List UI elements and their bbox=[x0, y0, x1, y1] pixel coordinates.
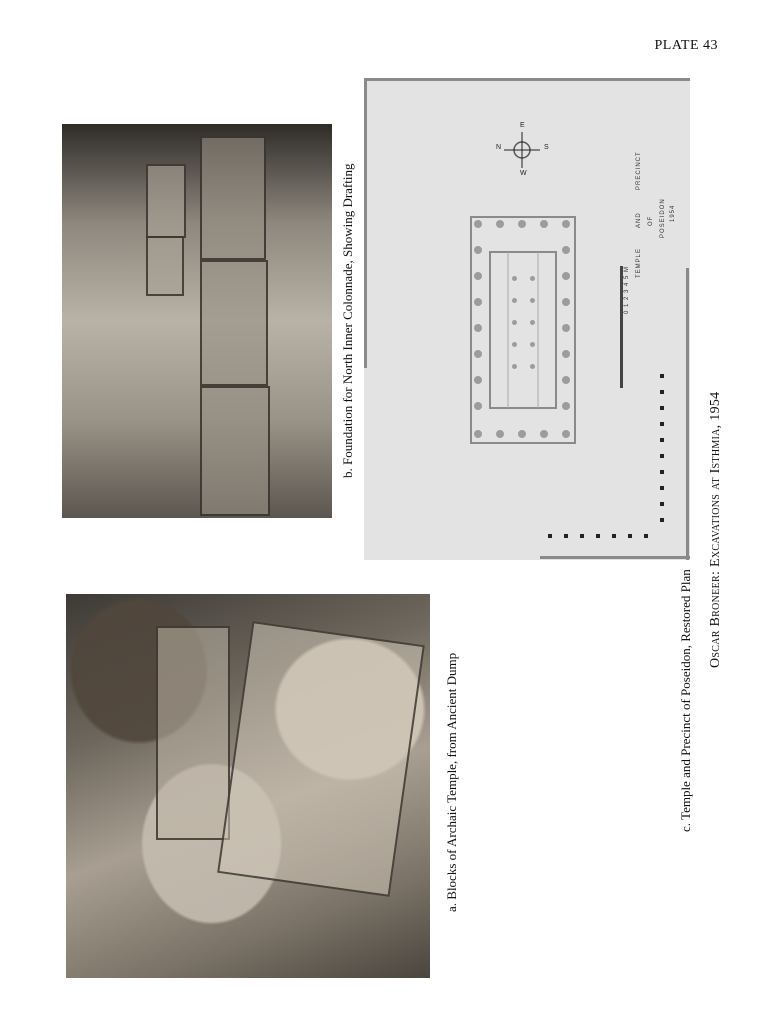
marker bbox=[628, 534, 632, 538]
marker bbox=[548, 534, 552, 538]
stone-block bbox=[156, 626, 230, 840]
marker bbox=[660, 422, 664, 426]
caption-a: a. Blocks of Archaic Temple, from Ancient Dump bbox=[444, 652, 459, 912]
compass-s: S bbox=[544, 144, 549, 151]
compass-rose bbox=[496, 122, 549, 177]
stone-block bbox=[200, 386, 270, 516]
marker bbox=[660, 390, 664, 394]
stone-block bbox=[146, 236, 184, 296]
marker bbox=[660, 518, 664, 522]
compass-e: E bbox=[520, 122, 525, 129]
photo-archaic-blocks bbox=[66, 594, 430, 978]
marker bbox=[660, 470, 664, 474]
marker bbox=[660, 502, 664, 506]
plate-number: PLATE 43 bbox=[654, 38, 718, 53]
restored-plan bbox=[364, 78, 690, 560]
marker bbox=[660, 454, 664, 458]
caption-c: c. Temple and Precinct of Poseidon, Restored Plan bbox=[678, 569, 693, 832]
marker bbox=[612, 534, 616, 538]
plan-title-year: 1954 bbox=[670, 204, 676, 222]
marker bbox=[580, 534, 584, 538]
marker bbox=[564, 534, 568, 538]
marker bbox=[644, 534, 648, 538]
compass-icon bbox=[502, 130, 542, 170]
stone-block bbox=[217, 621, 425, 897]
marker bbox=[660, 438, 664, 442]
marker bbox=[660, 486, 664, 490]
stone-block bbox=[200, 136, 266, 260]
stone-block bbox=[200, 260, 268, 386]
credit-separator: : bbox=[708, 570, 723, 576]
stone-block bbox=[146, 164, 186, 238]
caption-b: b. Foundation for North Inner Colonnade, Showing Drafting bbox=[340, 163, 355, 478]
credit-author: Oscar Broneer bbox=[708, 575, 723, 668]
plan-title bbox=[634, 118, 684, 318]
plan-title-word: PRECINCT bbox=[636, 151, 642, 190]
plan-title-word: AND bbox=[636, 212, 642, 228]
compass-n: N bbox=[496, 144, 502, 151]
credit-line bbox=[708, 392, 724, 668]
marker bbox=[660, 406, 664, 410]
credit-title: Excavations at Isthmia, 1954 bbox=[708, 391, 723, 567]
plan-title-word: OF bbox=[648, 215, 654, 226]
compass-w: W bbox=[520, 170, 527, 177]
scale-label: 0 1 2 3 4 5 M bbox=[624, 265, 630, 314]
plan-title-word: TEMPLE bbox=[636, 247, 642, 278]
scale-bar bbox=[620, 266, 623, 388]
marker bbox=[660, 374, 664, 378]
marker bbox=[596, 534, 600, 538]
plan-title-word: POSEIDON bbox=[660, 198, 666, 238]
photo-foundation-colonnade bbox=[62, 124, 332, 518]
